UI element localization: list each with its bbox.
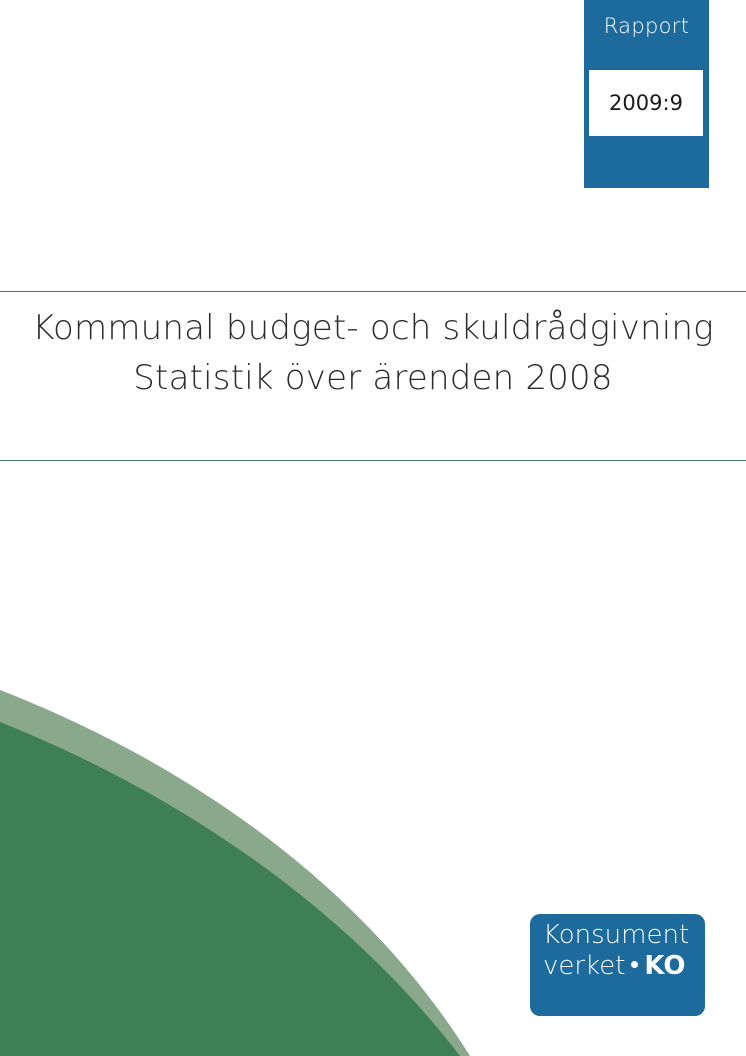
logo-dot-icon xyxy=(631,961,638,968)
swoosh-green-area xyxy=(0,722,460,1056)
title-line-1: Kommunal budget- och skuldrådgivning xyxy=(32,308,714,348)
konsumentverket-logo xyxy=(530,914,705,1016)
title-line-2: Statistik över ärenden 2008 xyxy=(133,358,613,398)
report-type-label: Rapport xyxy=(603,14,690,38)
report-number: 2009:9 xyxy=(609,91,683,115)
logo-text-line-2 xyxy=(543,951,705,982)
logo-abbrev-ko: KO xyxy=(644,951,686,981)
logo-text-line-1: Konsument xyxy=(543,920,690,950)
logo-word-verket: verket xyxy=(543,951,626,981)
